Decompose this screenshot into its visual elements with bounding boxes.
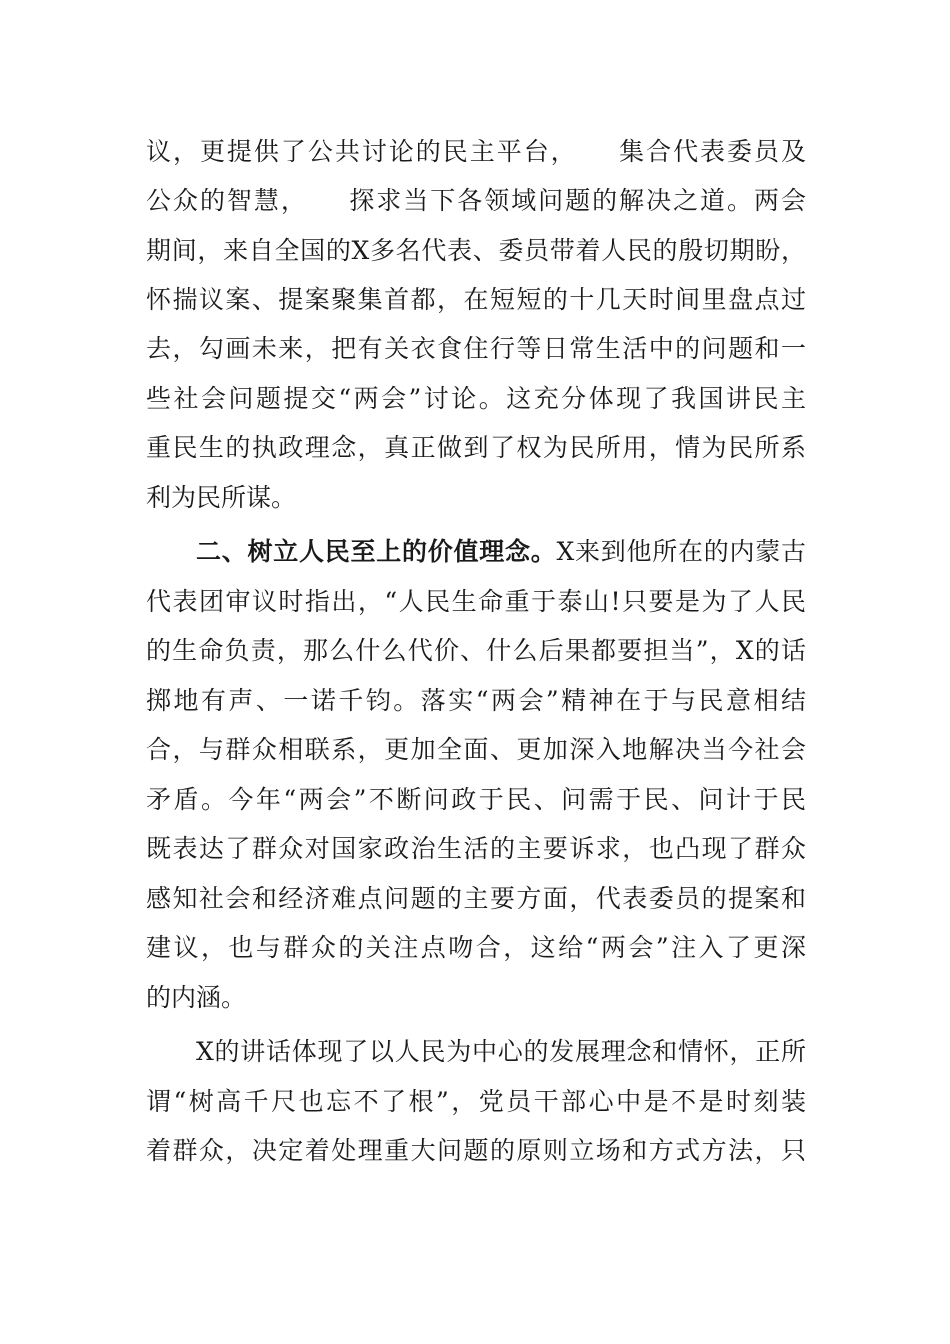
text-line: 的内涵。: [146, 983, 247, 1012]
text-line: 代表团审议时指出，“人民生命重于泰山!只要是为了人民: [146, 587, 806, 616]
heading-continuation: X来到他所在的内蒙古: [556, 537, 806, 566]
text-line: 重民生的执政理念，真正做到了权为民所用，情为民所系: [146, 433, 806, 462]
text-line: 的生命负责，那么什么代价、什么后果都要担当”，X的话: [146, 636, 806, 665]
text-line: [196, 536, 806, 568]
text-line: 既表达了群众对国家政治生活的主要诉求，也凸现了群众: [146, 834, 806, 863]
text-line: 着群众，决定着处理重大问题的原则立场和方式方法，只: [146, 1136, 806, 1165]
text-line: 些社会问题提交“两会”讨论。这充分体现了我国讲民主: [146, 384, 806, 413]
text-line: 议，更提供了公共讨论的民主平台， 集合代表委员及: [146, 137, 806, 166]
text-line: 合，与群众相联系，更加全面、更加深入地解决当今社会: [146, 735, 806, 764]
text-line: 怀揣议案、提案聚集首都，在短短的十几天时间里盘点过: [146, 285, 806, 314]
text-line: X的讲话体现了以人民为中心的发展理念和情怀，正所: [196, 1037, 806, 1066]
text-line: 去，勾画未来，把有关衣食住行等日常生活中的问题和一: [146, 334, 806, 363]
text-line: 谓“树高千尺也忘不了根”，党员干部心中是不是时刻装: [146, 1087, 806, 1116]
text-line: 公众的智慧， 探求当下各领域问题的解决之道。两会: [146, 186, 806, 215]
text-line: 感知社会和经济难点问题的主要方面，代表委员的提案和: [146, 884, 806, 913]
text-line: 掷地有声、一诺千钧。落实“两会”精神在于与民意相结: [146, 686, 806, 715]
text-line: 期间，来自全国的X多名代表、委员带着人民的殷切期盼，: [146, 236, 806, 265]
text-line: 利为民所谋。: [146, 483, 297, 512]
text-line: 矛盾。今年“两会”不断问政于民、问需于民、问计于民: [146, 785, 806, 814]
section-heading: 二、树立人民至上的价值理念。: [196, 537, 557, 566]
text-line: 建议，也与群众的关注点吻合，这给“两会”注入了更深: [146, 933, 806, 962]
